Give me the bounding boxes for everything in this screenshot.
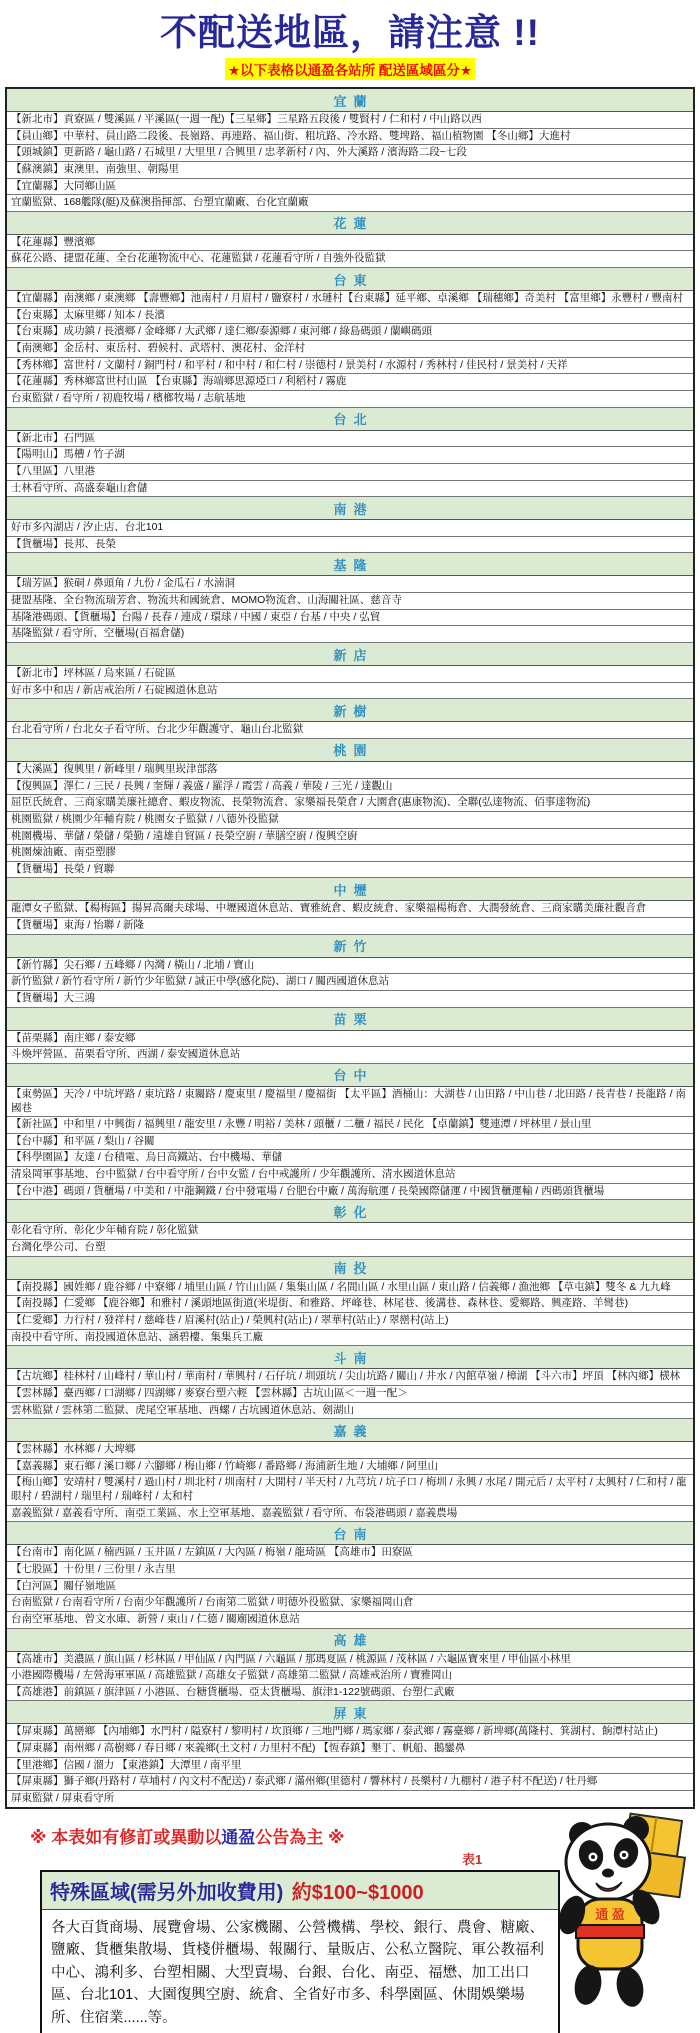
table-row: 【貨櫃場】大三鴻	[7, 991, 693, 1008]
table-row: 【高雄市】美濃區 / 旗山區 / 杉林區 / 甲仙區 / 內門區 / 六龜區 / 那瑪夏區 / 桃源區 / 茂林區 / 六龜區寶來里 / 甲仙區小林里	[7, 1652, 693, 1669]
table-row: 桃園機場、華儲 / 榮儲 / 榮勤 / 遠雄自貿區 / 長榮空廚 / 華膳空廚 / 復興空廚	[7, 829, 693, 846]
table-row: 【南澳鄉】金岳村、東岳村、碧候村、武塔村、澳花村、金洋村	[7, 341, 693, 358]
table-row: 【大溪區】復興里 / 新峰里 / 瑞興里崁津部落	[7, 762, 693, 779]
table-row: 【瑞芳區】猴硐 / 鼻頭角 / 九份 / 金瓜石 / 水湳洞	[7, 576, 693, 593]
table-row: 雲林監獄 / 雲林第二監獄、虎尾空軍基地、西螺 / 古坑國道休息站、劍湖山	[7, 1403, 693, 1420]
table-row: 【新北市】坪林區 / 烏來區 / 石碇區	[7, 666, 693, 683]
section-header-宜蘭: 宜蘭	[7, 89, 693, 112]
table-row: 【新社區】中和里 / 中興街 / 福興里 / 龍安里 / 永豐 / 明裕 / 美林 / 頭櫃 / 二櫃 / 福民 / 民化 【卓蘭鎮】雙連潭 / 坪林里 / 景山里	[7, 1117, 693, 1134]
note-suffix: 公告為主 ※	[255, 1827, 345, 1847]
table-row: 台東監獄 / 看守所 / 初鹿牧場 / 檳榔牧場 / 志航基地	[7, 391, 693, 408]
table-row: 【貨櫃場】長榮 / 貿聯	[7, 862, 693, 879]
table-row: 【梅山鄉】安靖村 / 雙溪村 / 過山村 / 圳北村 / 圳南村 / 大開村 / 半天村 / 九芎坑 / 坑子口 / 梅圳 / 永興 / 水尾 / 開元后 / 太平村 / 太興村 / 仁和村 / 龍眼村 / 碧湖村 / 瑞里村 / 瑞峰村 / 太和村	[7, 1475, 693, 1505]
table-row: 小港國際機場 / 左營海軍軍區 / 高雄監獄 / 高雄女子監獄 / 高雄第二監獄 / 高雄戒治所 / 寶雅岡山	[7, 1668, 693, 1685]
table-row: 好市多內湖店 / 汐止店、台北101	[7, 520, 693, 537]
table-row: 新竹監獄 / 新竹看守所 / 新竹少年監獄 / 誠正中學(感化院)、湖口 / 關西國道休息站	[7, 974, 693, 991]
table-row: 彰化看守所、彰化少年輔育院 / 彰化監獄	[7, 1223, 693, 1240]
table-row: 屏東監獄 / 屏東看守所	[7, 1791, 693, 1807]
table-row: 【七股區】十份里 / 三份里 / 永吉里	[7, 1562, 693, 1579]
table-row: 台北看守所 / 台北女子看守所、台北少年觀護守、龜山台北監獄	[7, 722, 693, 739]
mascot-brand-text: 通 盈	[595, 1906, 625, 1922]
table-row: 台南監獄 / 台南看守所 / 台南少年觀護所 / 台南第二監獄 / 明德外役監獄、家樂福岡山倉	[7, 1595, 693, 1612]
section-header-台南: 台南	[7, 1522, 693, 1545]
table-row: 【南投縣】仁愛鄉 【鹿谷鄉】和雅村 / 溪頭地區街道(米堤街、和雅路、坪峰巷、林尾巷、後溝巷、森林巷、愛鄉路、興產路、羊彎巷)	[7, 1296, 693, 1313]
section-header-台北: 台北	[7, 408, 693, 431]
section-header-新樹: 新樹	[7, 699, 693, 722]
table-row: 士林看守所、高盛泰龜山倉儲	[7, 481, 693, 498]
note-prefix: ※ 本表如有修訂或異動以	[30, 1827, 222, 1847]
special-box-price: 約$100~$1000	[291, 1881, 424, 1904]
table-row: 【貨櫃場】長邦、長榮	[7, 537, 693, 554]
table-row: 【屏東縣】獅子鄉(丹路村 / 草埔村 / 內文村不配送) / 泰武鄉 / 滿州鄉(里德村 / 響林村 / 長樂村 / 九棚村 / 港子村不配送) / 牡丹鄉	[7, 1774, 693, 1791]
table-row: 【新北市】石門區	[7, 431, 693, 448]
table-row: 【雲林縣】臺西鄉 / 口湖鄉 / 四湖鄉 / 麥寮台塑六輕 【雲林縣】古坑山區＜一週一配＞	[7, 1386, 693, 1403]
section-header-花蓮: 花蓮	[7, 212, 693, 235]
table-row: 【新竹縣】尖石鄉 / 五峰鄉 / 內灣 / 橫山 / 北埔 / 寶山	[7, 958, 693, 975]
table-row: 台南空軍基地、曾文水庫、新營 / 東山 / 仁德 / 關廟國道休息站	[7, 1612, 693, 1629]
panda-courier-icon	[546, 1807, 696, 2027]
table-row: 清泉岡軍事基地、台中監獄 / 台中看守所 / 台中女監 / 台中戒護所 / 少年觀護所、清水國道休息站	[7, 1167, 693, 1184]
table-row: 屈臣氏統倉、三商家購美廉社總倉、蝦皮物流、長榮物流倉、家樂福長榮倉 / 大園倉(惠康物流)、全聯(弘達物流、佰事達物流)	[7, 795, 693, 812]
table-row: 【陽明山】馬槽 / 竹子湖	[7, 447, 693, 464]
table-row: 好市多中和店 / 新店戒治所 / 石碇國道休息站	[7, 683, 693, 700]
table-row: 【宜蘭縣】大同鄉山區	[7, 179, 693, 196]
section-header-高雄: 高雄	[7, 1629, 693, 1652]
table-row: 斗煥坪營區、苗栗看守所、西湖 / 泰安國道休息站	[7, 1047, 693, 1064]
table-row: 【高雄港】前鎮區 / 旗津區 / 小港區、台糖貨櫃場、亞太貨櫃場、旗津1-122號碼頭、台塑仁武廠	[7, 1685, 693, 1702]
table-row: 【苗栗縣】南庄鄉 / 泰安鄉	[7, 1031, 693, 1048]
section-header-嘉義: 嘉義	[7, 1419, 693, 1442]
table-row: 【新北市】貢寮區 / 雙溪區 / 平溪區(一週一配)【三星鄉】三星路五段後 / 雙賢村 / 仁和村 / 中山路以西	[7, 112, 693, 129]
table-row: 台灣化學公司、台塑	[7, 1240, 693, 1257]
table-row: 【白河區】關仔嶺地區	[7, 1579, 693, 1596]
table-row: 基隆港碼頭、【貨櫃場】台陽 / 長春 / 連成 / 環球 / 中國 / 東亞 / 台基 / 中央 / 弘貿	[7, 610, 693, 627]
table-row: 【台中縣】和平區 / 梨山 / 谷關	[7, 1134, 693, 1151]
table-row: 南投中看守所、南投國道休息站、涵碧樓、集集兵工廠	[7, 1330, 693, 1347]
section-header-屏東: 屏東	[7, 1701, 693, 1724]
table-row: 【里港鄉】信國 / 溜力 【東港鎮】大潭里 / 南平里	[7, 1758, 693, 1775]
table-row: 【仁愛鄉】力行村 / 發祥村 / 慈峰巷 / 眉溪村(站止) / 榮興村(站止) / 翠華村(站止) / 翠巒村(站上)	[7, 1313, 693, 1330]
section-header-新店: 新店	[7, 643, 693, 666]
table-row: 【古坑鄉】桂林村 / 山峰村 / 華山村 / 華南村 / 華興村 / 石仔坑 / 圳頭坑 / 尖山坑路 / 關山 / 井水 / 內館草嶺 / 樟湖 【斗六市】坪頂 【林內鄉】檨林	[7, 1369, 693, 1386]
section-header-南投: 南投	[7, 1257, 693, 1280]
special-box-title: 特殊區域(需另外加收費用)	[50, 1881, 284, 1904]
brand-name: 通盈	[221, 1827, 256, 1847]
table-row: 基隆監獄 / 看守所、空櫃場(百福倉儲)	[7, 626, 693, 643]
table-row: 桃園煉油廠、南亞塑膠	[7, 845, 693, 862]
section-header-桃園: 桃園	[7, 739, 693, 762]
table-row: 【花蓮縣】秀林鄉富世村山區 【台東縣】海端鄉思源埡口 / 利稻村 / 霧鹿	[7, 374, 693, 391]
table-row: 【屏東縣】萬巒鄉 【內埔鄉】水門村 / 隘寮村 / 黎明村 / 坎頂鄉 / 三地門鄉 / 瑪家鄉 / 泰武鄉 / 霧臺鄉 / 新埤鄉(萬隆村、箕湖村、餉潭村站止)	[7, 1724, 693, 1741]
table-row: 宜蘭監獄、168艦隊(艇)及蘇澳指揮部、台塑宜蘭廠、台化宜蘭廠	[7, 195, 693, 212]
table-row: 【頭城鎮】更新路 / 龜山路 / 石城里 / 大里里 / 合興里 / 忠孝新村 / 內、外大溪路 / 濱海路二段~七段	[7, 145, 693, 162]
footer	[0, 1823, 700, 2033]
table-row: 【貨櫃場】東海 / 怡聯 / 新隆	[7, 918, 693, 935]
table-row: 【雲林縣】水林鄉 / 大埤鄉	[7, 1442, 693, 1459]
table-row: 蘇花公路、捷盟花蓮、全台花蓮物流中心、花蓮監獄 / 花蓮看守所 / 自強外役監獄	[7, 251, 693, 268]
section-header-南港: 南港	[7, 497, 693, 520]
table-row: 【秀林鄉】富世村 / 文蘭村 / 銅門村 / 和平村 / 和中村 / 和仁村 / 崇德村 / 景美村 / 水源村 / 秀林村 / 佳民村 / 景美村 / 天祥	[7, 358, 693, 375]
subtitle-wrap	[0, 58, 700, 80]
table-row: 【復興區】澤仁 / 三民 / 長興 / 奎輝 / 義盛 / 羅浮 / 霞雲 / 高義 / 華陵 / 三光 / 達觀山	[7, 779, 693, 796]
section-header-中壢: 中壢	[7, 878, 693, 901]
table-row: 【台東縣】太麻里鄉 / 知本 / 長濱	[7, 308, 693, 325]
section-header-苗栗: 苗栗	[7, 1008, 693, 1031]
table-row: 【員山鄉】中華村、員山路二段後、長嶺路、再連路、福山街、粗坑路、冷水路、雙埤路、福山植物園 【冬山鄉】大進村	[7, 129, 693, 146]
table-row: 【屏東縣】南州鄉 / 高樹鄉 / 春日鄉 / 來義鄉(土文村 / 力里村不配) 【恆春鎮】墾丁、帆船、鵝鑾鼻	[7, 1741, 693, 1758]
special-box-header	[42, 1872, 558, 1910]
section-header-基隆: 基隆	[7, 553, 693, 576]
table-row: 【蘇澳鎮】東澳里、南強里、朝陽里	[7, 162, 693, 179]
table-row: 【台中港】碼頭 / 貨櫃場 / 中美和 / 中龍鋼鐵 / 台中發電場 / 台肥台中廠 / 萬海航運 / 長榮國際儲運 / 中國貨櫃運輸 / 西碼頭貨櫃場	[7, 1184, 693, 1201]
table1-label: 表1	[462, 1851, 483, 1867]
table-row: 桃園監獄 / 桃園少年輔育院 / 桃園女子監獄 / 八德外役監獄	[7, 812, 693, 829]
section-header-台中: 台中	[7, 1064, 693, 1087]
region-table	[5, 87, 695, 1809]
table-row: 【台南市】南化區 / 楠西區 / 玉井區 / 左鎮區 / 大內區 / 梅嶺 / 龍琦區 【高雄市】田寮區	[7, 1545, 693, 1562]
table-row: 嘉義監獄 / 嘉義看守所、南亞工業區、水上空軍基地、嘉義監獄 / 看守所、布袋港碼頭 / 嘉義農場	[7, 1506, 693, 1523]
table-row: 【花蓮縣】豐濱鄉	[7, 235, 693, 252]
table-row: 【科學園區】友達 / 台積電、烏日高鐵站、台中機場、華儲	[7, 1150, 693, 1167]
page-title: 不配送地區，請注意 !!	[160, 12, 540, 53]
special-area-box	[40, 1870, 560, 2033]
section-header-斗南: 斗南	[7, 1346, 693, 1369]
table-row: 【台東縣】成功鎮 / 長濱鄉 / 金峰鄉 / 大武鄉 / 達仁鄉/泰源鄉 / 東河鄉 / 綠島碼頭 / 蘭嶼碼頭	[7, 324, 693, 341]
table-row: 【嘉義縣】東石鄉 / 溪口鄉 / 六腳鄉 / 梅山鄉 / 竹崎鄉 / 番路鄉 / 海浦新生地 / 大埔鄉 / 阿里山	[7, 1459, 693, 1476]
section-header-新竹: 新竹	[7, 935, 693, 958]
table-row: 【南投縣】國姓鄉 / 鹿谷鄉 / 中寮鄉 / 埔里山區 / 竹山山區 / 集集山區 / 名間山區 / 水里山區 / 東山路 / 信義鄉 / 漁池鄉 【草屯鎮】雙冬 & 九九峰	[7, 1280, 693, 1297]
table-row: 【宜蘭縣】南澳鄉 / 東澳鄉 【壽豐鄉】池南村 / 月眉村 / 鹽寮村 / 水璉村【台東縣】延平鄉、卓溪鄉 【瑞穗鄉】奇美村 【富里鄉】永豐村 / 豐南村	[7, 291, 693, 308]
table-row: 【八里區】八里港	[7, 464, 693, 481]
section-header-台東: 台東	[7, 268, 693, 291]
table-row: 龍潭女子監獄、【楊梅區】揚昇高爾夫球場、中壢國道休息站、寶雅統倉、蝦皮統倉、家樂福楊梅倉、大潤發統倉、三商家購美廉社觀音倉	[7, 901, 693, 918]
table-row: 捷盟基隆、全台物流瑞芳倉、物流共和國統倉、MOMO物流倉、山海關社區、慈音寺	[7, 593, 693, 610]
section-header-彰化: 彰化	[7, 1200, 693, 1223]
table-row: 【東勢區】天冷 / 中坑坪路 / 東坑路 / 東關路 / 慶東里 / 慶福里 / 慶福街 【太平區】酒桶山：大湖巷 / 山田路 / 中山巷 / 北田路 / 長青巷 / 長龍路 / 南國巷	[7, 1087, 693, 1117]
page-subtitle: ★以下表格以通盈各站所 配送區域區分★	[225, 58, 475, 80]
special-box-body: 各大百貨商場、展覽會場、公家機關、公營機構、學校、銀行、農會、糖廠、鹽廠、貨櫃集散場、貨棧併櫃場、報關行、量販店、公私立醫院、軍公教福利中心、鴻利多、台塑相關、大型賣場、台銀、台化、南亞、福懋、加工出口區、台北101、大園復興空廚、統倉、全省好市多、科學園區、休閒娛樂場所、住宿業......等。	[51, 1919, 544, 2026]
